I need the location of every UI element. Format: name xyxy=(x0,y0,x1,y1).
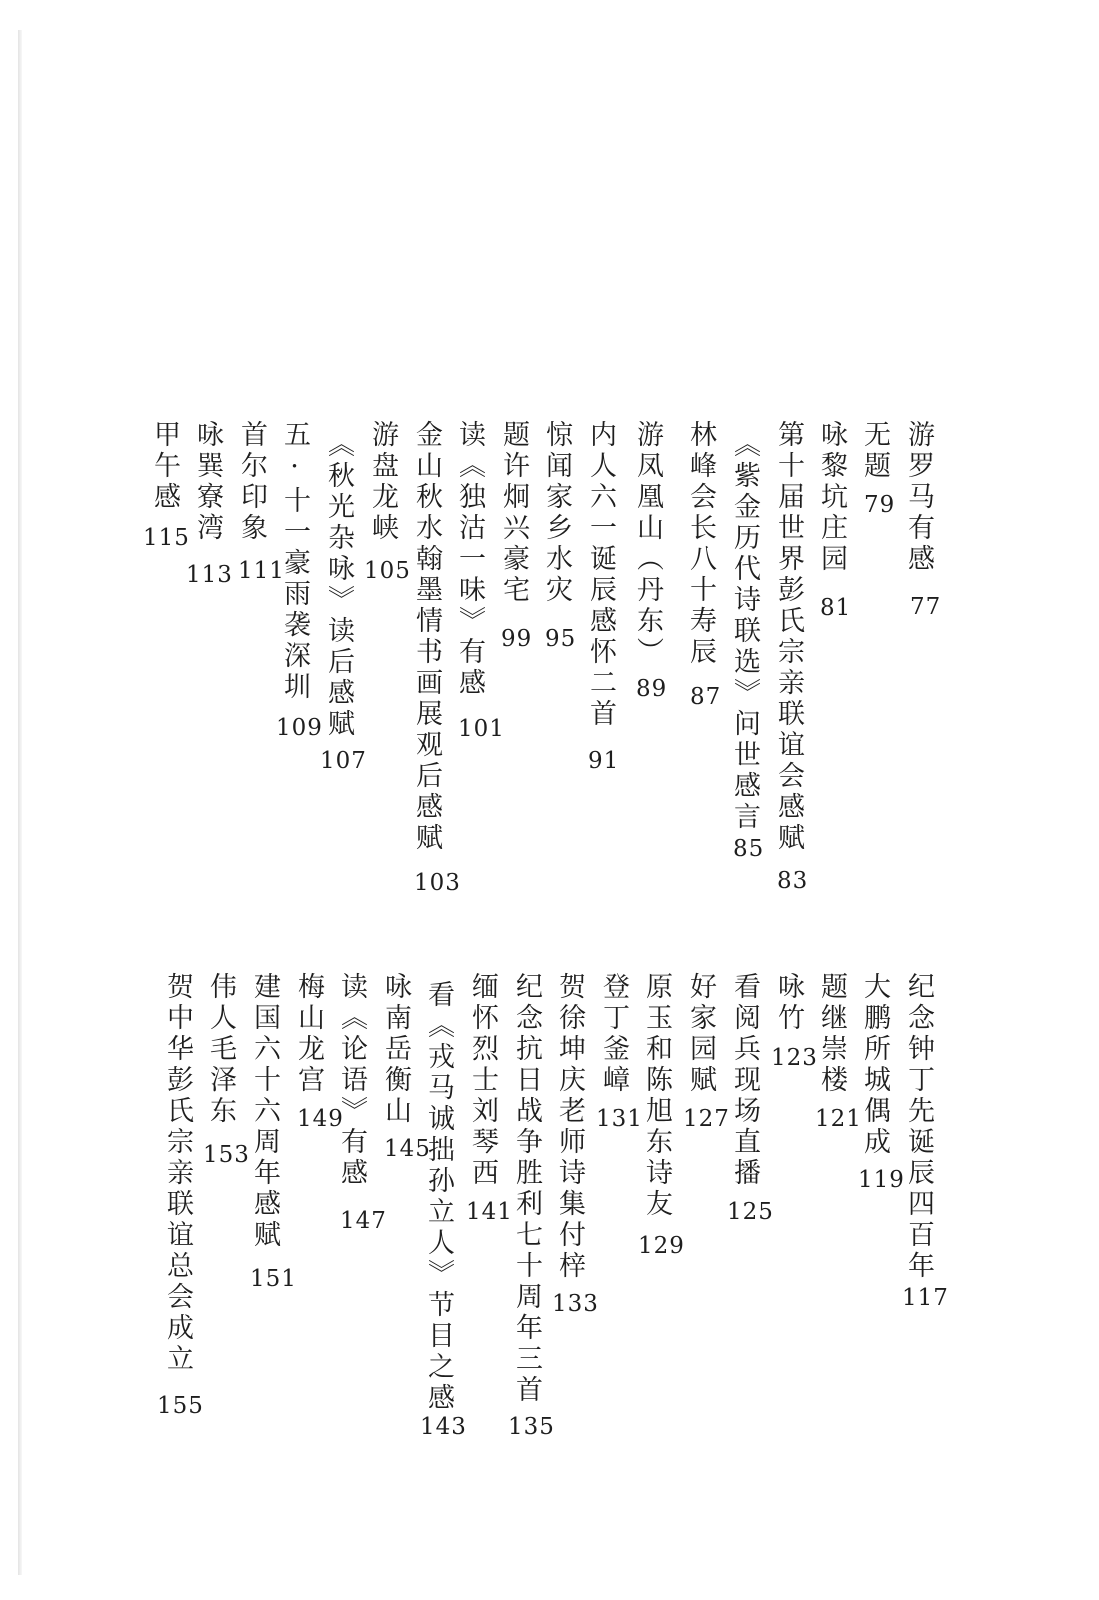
toc-entry-title: 金山秋水翰墨情书画展观后感赋 xyxy=(411,420,442,854)
toc-entry-title: 五·十一豪雨袭深圳 xyxy=(279,420,310,703)
toc-entry-title: 读《独沽一味》有感 xyxy=(454,420,485,699)
toc-entry-page: 127 xyxy=(683,1106,730,1132)
toc-entry-title: 林峰会长八十寿辰 xyxy=(685,420,716,668)
toc-entry-page: 99 xyxy=(501,626,533,652)
toc-entry-title: 梅山龙宫 xyxy=(293,972,324,1096)
toc-entry-page: 95 xyxy=(545,626,577,652)
toc-entry-title: 无题 xyxy=(859,420,890,482)
toc-entry-page: 103 xyxy=(414,870,461,896)
toc-entry-page: 119 xyxy=(858,1167,905,1193)
toc-entry-page: 143 xyxy=(420,1414,467,1440)
toc-entry-page: 123 xyxy=(771,1045,818,1071)
toc-entry-page: 129 xyxy=(638,1233,685,1259)
toc-entry-title: 咏黎坑庄园 xyxy=(816,420,847,575)
toc-entry-page: 77 xyxy=(910,594,942,620)
toc-entry-page: 147 xyxy=(340,1208,387,1234)
toc-entry-page: 79 xyxy=(864,492,896,518)
toc-entry-page: 87 xyxy=(690,684,722,710)
toc-entry-title: 第十届世界彭氏宗亲联谊会感赋 xyxy=(773,420,804,854)
toc-entry-title: 咏南岳衡山 xyxy=(380,972,411,1127)
toc-entry-title: 纪念抗日战争胜利七十周年三首 xyxy=(511,972,542,1406)
toc-entry-title: 内人六一诞辰感怀二首 xyxy=(585,420,616,730)
toc-entry-title: 读《论语》有感 xyxy=(336,972,367,1189)
toc-entry-page: 109 xyxy=(276,715,323,741)
toc-entry-title: 游罗马有感 xyxy=(903,420,934,575)
toc-entry-title: 《秋光杂咏》读后感赋 xyxy=(323,430,354,740)
toc-entry-title: 惊闻家乡水灾 xyxy=(541,420,572,606)
toc-entry-title: 咏竹 xyxy=(773,972,804,1034)
toc-entry-title: 大鹏所城偶成 xyxy=(859,972,890,1158)
toc-entry-title: 首尔印象 xyxy=(236,420,267,544)
toc-entry-page: 85 xyxy=(733,836,765,862)
toc-entry-page: 141 xyxy=(466,1199,513,1225)
toc-entry-title: 贺徐坤庆老师诗集付梓 xyxy=(554,972,585,1282)
toc-entry-page: 117 xyxy=(902,1285,949,1311)
toc-entry-page: 153 xyxy=(203,1142,250,1168)
toc-entry-title: 游凤凰山（丹东） xyxy=(632,420,663,668)
scan-edge xyxy=(18,30,22,1575)
toc-entry-title: 建国六十六周年感赋 xyxy=(249,972,280,1251)
toc-entry-page: 107 xyxy=(320,748,367,774)
toc-entry-title: 伟人毛泽东 xyxy=(205,972,236,1127)
toc-entry-title: 贺中华彭氏宗亲联谊总会成立 xyxy=(162,972,193,1375)
toc-entry-page: 149 xyxy=(297,1106,344,1132)
toc-entry-page: 145 xyxy=(384,1136,431,1162)
toc-entry-title: 游盘龙峡 xyxy=(367,420,398,544)
toc-entry-page: 91 xyxy=(588,748,620,774)
toc-entry-page: 135 xyxy=(508,1414,555,1440)
toc-entry-page: 133 xyxy=(552,1291,599,1317)
toc-entry-title: 原玉和陈旭东诗友 xyxy=(641,972,672,1220)
toc-entry-title: 纪念钟丁先诞辰四百年 xyxy=(903,972,934,1282)
toc-entry-page: 155 xyxy=(157,1393,204,1419)
toc-entry-page: 121 xyxy=(815,1106,862,1132)
toc-entry-title: 甲午感 xyxy=(149,420,180,513)
toc-entry-title: 题继崇楼 xyxy=(816,972,847,1096)
toc-entry-page: 89 xyxy=(636,676,668,702)
toc-entry-title: 好家园赋 xyxy=(685,972,716,1096)
toc-entry-title: 缅怀烈士刘琴西 xyxy=(467,972,498,1189)
toc-entry-page: 131 xyxy=(596,1106,643,1132)
toc-entry-title: 《紫金历代诗联选》问世感言 xyxy=(729,430,760,833)
toc-entry-page: 113 xyxy=(186,562,233,588)
toc-entry-page: 111 xyxy=(238,558,285,584)
toc-entry-page: 81 xyxy=(820,595,852,621)
toc-entry-title: 登丁釜嶂 xyxy=(598,972,629,1096)
toc-entry-title: 看《戎马诚拙孙立人》节目之感 xyxy=(423,980,454,1414)
toc-entry-title: 题许炯兴豪宅 xyxy=(498,420,529,606)
toc-entry-page: 101 xyxy=(458,716,505,742)
toc-entry-title: 看阅兵现场直播 xyxy=(729,972,760,1189)
toc-entry-title: 咏巽寮湾 xyxy=(192,420,223,544)
toc-entry-page: 125 xyxy=(727,1199,774,1225)
toc-entry-page: 105 xyxy=(364,558,411,584)
toc-entry-page: 115 xyxy=(143,525,190,551)
toc-entry-page: 151 xyxy=(250,1266,297,1292)
toc-entry-page: 83 xyxy=(777,868,809,894)
